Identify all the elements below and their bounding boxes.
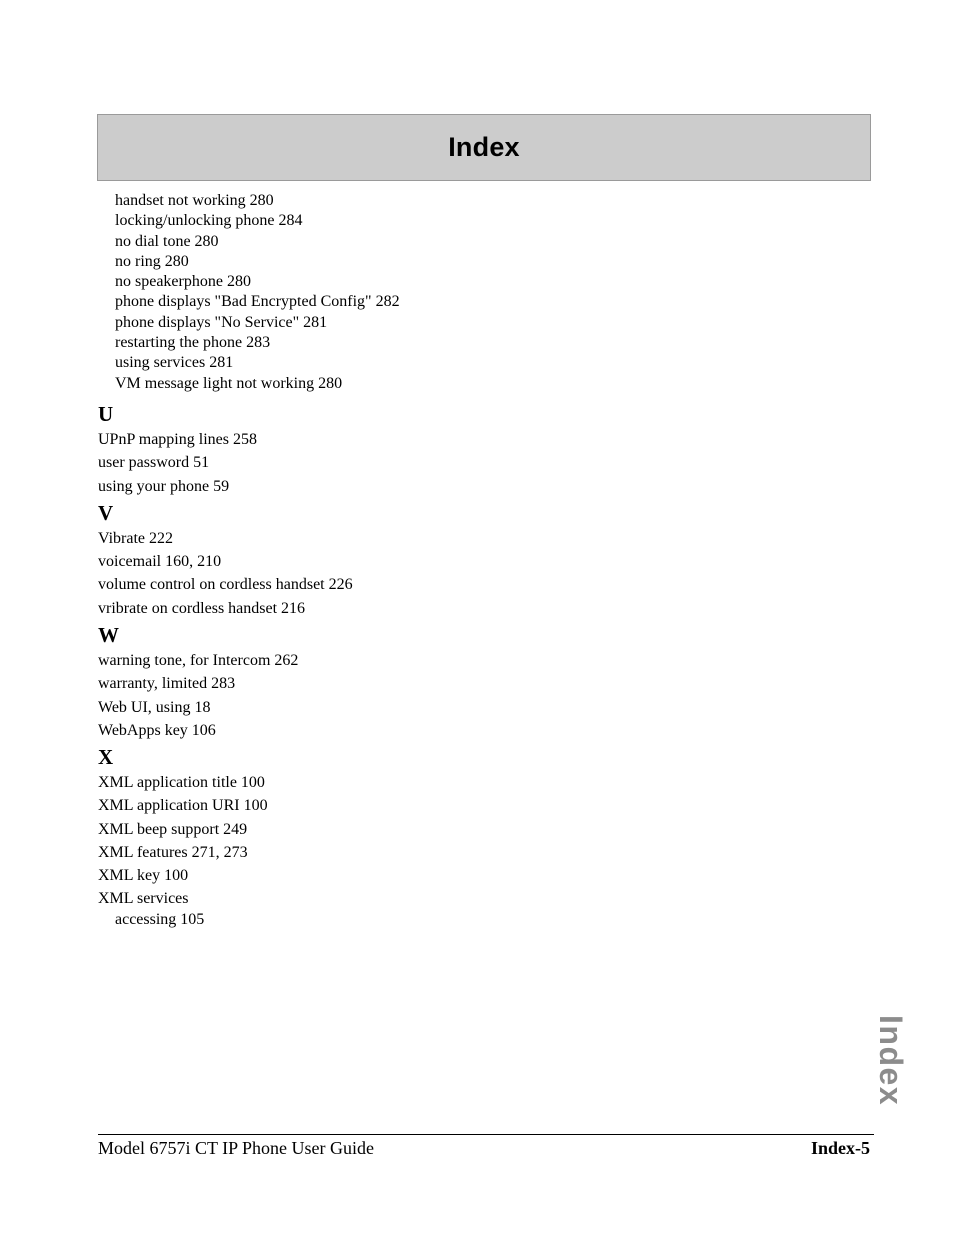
index-entry: XML key 100 <box>98 867 189 885</box>
section-letter-v: V <box>98 500 114 525</box>
section-letter-x: X <box>98 745 114 770</box>
index-entry: UPnP mapping lines 258 <box>98 431 257 448</box>
page-title: Index <box>448 132 520 162</box>
footer-guide-title: Model 6757i CT IP Phone User Guide <box>98 1138 374 1158</box>
index-entry: Web UI, using 18 <box>98 698 211 716</box>
index-entry: user password 51 <box>98 454 210 472</box>
index-entry: XML beep support 249 <box>98 820 248 838</box>
index-entry: voicemail 160, 210 <box>98 553 222 571</box>
index-subentry: handset not working 280 <box>115 192 274 209</box>
index-entry: XML services <box>98 890 189 908</box>
index-entry: warning tone, for Intercom 262 <box>98 652 299 670</box>
index-subentry: using services 281 <box>115 354 234 372</box>
index-subentry: no ring 280 <box>115 252 189 270</box>
section-x-entries <box>98 771 798 910</box>
side-tab <box>845 1015 925 1115</box>
xml-services-subentries <box>98 910 798 930</box>
index-entry: XML features 271, 273 <box>98 843 248 861</box>
side-tab-label: Index <box>873 1015 909 1107</box>
page-header-bar <box>97 114 871 181</box>
index-entry: using your phone 59 <box>98 477 230 495</box>
index-entry: WebApps key 106 <box>98 721 216 739</box>
index-entry: XML application title 100 <box>98 774 265 792</box>
index-body <box>98 401 798 930</box>
index-entry: vribrate on cordless handset 216 <box>98 599 306 617</box>
index-entry: warranty, limited 283 <box>98 675 236 693</box>
troubleshooting-subentries <box>115 191 400 394</box>
index-entry: Vibrate 222 <box>98 529 174 547</box>
section-letter-w: W <box>98 623 119 648</box>
index-subentry: accessing 105 <box>115 911 205 929</box>
section-letter-u: U <box>98 402 114 426</box>
index-subentry: VM message light not working 280 <box>115 374 343 392</box>
footer-divider <box>98 1134 874 1135</box>
index-entry: XML application URI 100 <box>98 797 268 815</box>
index-subentry: no dial tone 280 <box>115 232 219 250</box>
footer-page-number: Index-5 <box>810 1138 870 1158</box>
index-subentry: phone displays "No Service" 281 <box>115 313 328 331</box>
section-u-entries <box>98 428 798 498</box>
index-subentry: locking/unlocking phone 284 <box>115 212 303 230</box>
index-subentry: no speakerphone 280 <box>115 273 251 291</box>
index-subentry: phone displays "Bad Encrypted Config" 282 <box>115 293 400 311</box>
index-subentry: restarting the phone 283 <box>115 334 271 352</box>
section-v-entries <box>98 527 798 620</box>
section-w-entries <box>98 649 798 742</box>
index-entry: volume control on cordless handset 226 <box>98 576 353 594</box>
